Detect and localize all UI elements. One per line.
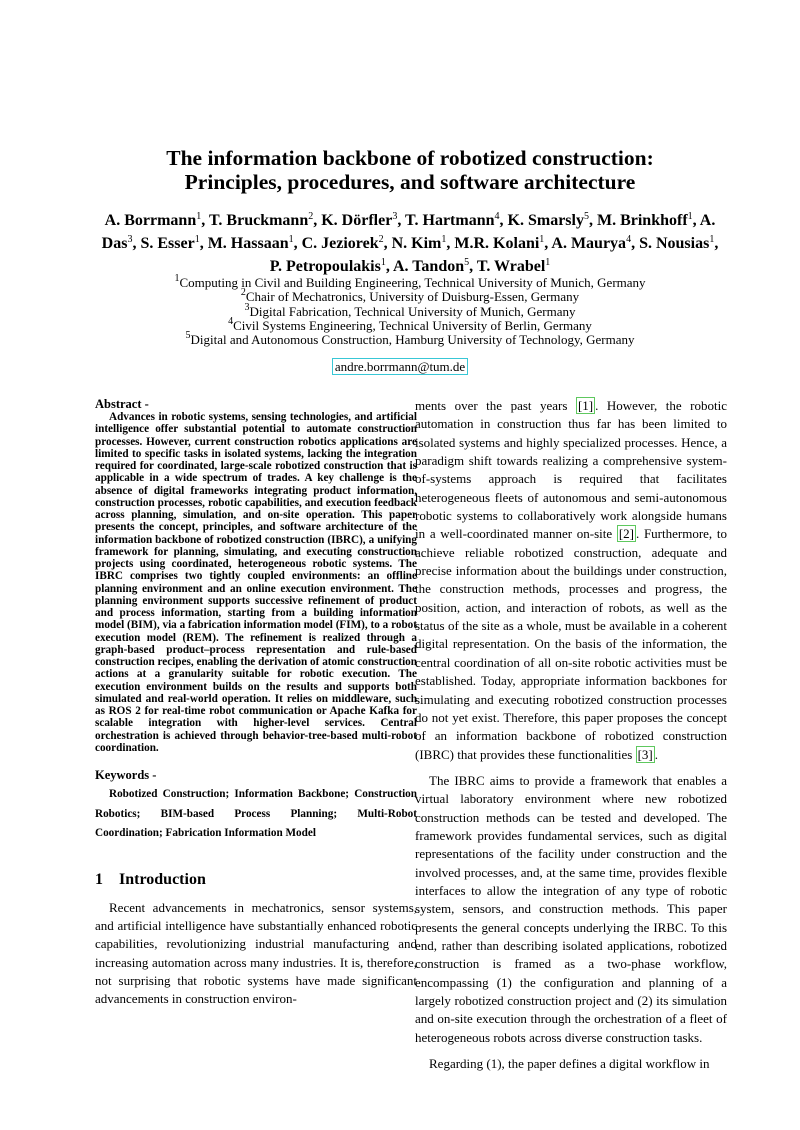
author-affil-mark: 2 bbox=[308, 211, 314, 222]
author-affil-mark: 1 bbox=[545, 257, 551, 268]
section-number: 1 bbox=[95, 870, 103, 888]
paper-title bbox=[60, 146, 760, 194]
author-affil-mark: 1 bbox=[194, 234, 200, 245]
author-affil-mark: 1 bbox=[709, 234, 715, 245]
author-line-1 bbox=[60, 209, 760, 232]
body-paragraph-3: Regarding (1), the paper defines a digital workflow in bbox=[429, 1056, 710, 1072]
affiliation-mark: 5 bbox=[185, 330, 191, 342]
affiliation bbox=[60, 301, 760, 319]
author-name: , K. Smarsly bbox=[499, 212, 584, 229]
paragraph-text: . However, the robotic automation in construction thus far has been limited to isolated systems and highly specialized processes. Hence, a paradigm shift towards realizing a comprehensive system-of-systems approach is required that facilitates heterogeneous fleets of autonomous and semi-autonomous robotic systems to collaboratively work alongside humans in a well-coordinated manner on-site bbox=[415, 398, 727, 542]
email-row bbox=[0, 358, 800, 375]
affiliation-text: Digital Fabrication, Technical University of Munich, Germany bbox=[249, 303, 576, 319]
affiliation bbox=[60, 330, 760, 348]
author-name: , T. Bruckmann bbox=[201, 212, 309, 229]
affiliation bbox=[60, 287, 760, 305]
author-name: , A. Tandon bbox=[385, 258, 465, 275]
author-name: , M. Brinkhoff bbox=[588, 212, 688, 229]
affiliation-text: Computing in Civil and Building Engineering, Technical University of Munich, Germany bbox=[179, 275, 646, 290]
author-affil-mark: 1 bbox=[687, 211, 693, 222]
author-name: P. Petropoulakis bbox=[269, 258, 381, 275]
section-heading bbox=[95, 870, 417, 890]
author-affil-mark: 1 bbox=[196, 211, 202, 222]
author-affil-mark: 3 bbox=[392, 211, 398, 222]
right-column bbox=[415, 397, 727, 1073]
affiliation-text: Digital and Autonomous Construction, Hamburg University of Technology, Germany bbox=[190, 332, 635, 348]
author-affil-mark: 3 bbox=[127, 234, 133, 245]
author-name: , K. Dörfler bbox=[313, 212, 393, 229]
affiliation-mark: 4 bbox=[228, 315, 234, 327]
author-name: , A. bbox=[692, 212, 716, 229]
paragraph-text: ments over the past years bbox=[415, 398, 576, 413]
author-affil-mark: 2 bbox=[378, 234, 384, 245]
keywords-body: Robotized Construction; Information Backbone; Construction Robotics; BIM-based Process Planning; Multi-Robot Coordination; Fabrication Information Model bbox=[95, 788, 417, 839]
author-name: , bbox=[714, 235, 719, 252]
author-affil-mark: 1 bbox=[288, 234, 294, 245]
author-affil-mark: 1 bbox=[539, 234, 545, 245]
title-line-1: The information backbone of robotized construction: bbox=[166, 146, 654, 170]
author-name: A. Borrmann bbox=[104, 212, 197, 229]
citation-link[interactable]: [1] bbox=[577, 398, 594, 413]
affiliation-list bbox=[60, 273, 760, 348]
intro-paragraph: Recent advancements in mechatronics, sensor systems, and artificial intelligence have substantially enhanced robotic capabilities, revolutionizing industrial manufacturing and increasing automation across many industries. It is, therefore, not surprising that robotic systems have made significant advancements in construction environ- bbox=[95, 899, 417, 1007]
author-name: , M. Hassaan bbox=[199, 235, 289, 252]
keywords-heading: Keywords - bbox=[95, 768, 157, 782]
section-title: Introduction bbox=[119, 870, 206, 888]
author-name: Das bbox=[101, 235, 128, 252]
author-affil-mark: 1 bbox=[380, 257, 386, 268]
author-name: , T. Hartmann bbox=[397, 212, 495, 229]
left-column bbox=[95, 397, 417, 1009]
affiliation-text: Civil Systems Engineering, Technical University of Berlin, Germany bbox=[233, 317, 592, 333]
author-name: , S. Esser bbox=[132, 235, 195, 252]
author-name: , S. Nousias bbox=[631, 235, 710, 252]
body-paragraph-1 bbox=[415, 397, 727, 764]
citation-link[interactable]: [3] bbox=[637, 746, 653, 762]
author-name: , A. Maurya bbox=[544, 235, 627, 252]
title-line-2: Principles, procedures, and software architecture bbox=[184, 170, 636, 194]
abstract-heading: Abstract - bbox=[95, 397, 149, 411]
author-affil-mark: 1 bbox=[441, 234, 447, 245]
author-line-2 bbox=[60, 232, 760, 255]
email-link[interactable]: andre.borrmann@tum.de bbox=[332, 358, 468, 375]
author-list bbox=[60, 209, 760, 278]
author-name: , C. Jeziorek bbox=[293, 235, 379, 252]
author-affil-mark: 5 bbox=[583, 211, 589, 222]
citation-link[interactable]: [2] bbox=[618, 526, 634, 542]
paragraph-text: . bbox=[654, 746, 659, 762]
affiliation-mark: 1 bbox=[174, 273, 180, 284]
affiliation-mark: 2 bbox=[240, 287, 246, 299]
body-paragraph-2: The IBRC aims to provide a framework that enables a virtual laboratory environment where new robotized construction methods can be tested and developed. The framework provides fundamental services, such as digital representations of the facility under construction and the involved processes, and, at the same time, provides flexible interfaces to allow the integration of any type of robotic system, sensors, and construction methods. This paper presents the general concepts underlying the IRBC. To this end, rather than describing isolated applications, robotized construction is framed as a two-phase workflow, encompassing (1) the configuration and planning of a largely robotized construction project and (2) its simulation and on-site execution through the orchestration of a fleet of heterogeneous robots across diverse construction tasks. bbox=[415, 772, 727, 1045]
author-affil-mark: 5 bbox=[464, 257, 470, 268]
author-name: , N. Kim bbox=[383, 235, 442, 252]
paragraph-text: . Furthermore, to achieve reliable robotized construction, adequate and precise information about the buildings under construction, the construction methods, processes and progress, the position, action, and interaction of robots, as well as the status of the site as a whole, must be available in a coherent digital representation. On the basis of the information, the central coordination of all on-site robotic activities must be established. Today, appropriate information backbones for simulating and executing robotized construction processes do not yet exist. Therefore, this paper proposes the concept of an information backbone of robotized construction (IBRC) that provides these functionalities bbox=[415, 526, 727, 762]
author-name: , T. Wrabel bbox=[469, 258, 546, 275]
author-affil-mark: 4 bbox=[494, 211, 500, 222]
affiliation-text: Chair of Mechatronics, University of Duisburg-Essen, Germany bbox=[245, 289, 580, 305]
affiliation-mark: 3 bbox=[244, 301, 250, 313]
author-affil-mark: 4 bbox=[626, 234, 632, 245]
abstract-body: Advances in robotic systems, sensing technologies, and artificial intelligence offer substantial potential to automate construction processes. However, current construction robotics applications are limited to specific tasks in isolated systems, lacking the integration required for coordinated, large-scale robotized construction that is applicable in a wide spectrum of trades. A key challenge is the absence of digital frameworks integrating product information, construction processes, robotic capabilities, and execution feedback across planning, simulation, and on-site operation. This paper presents the concept, principles, and software architecture of the information backbone of robotized construction (IBRC), a unifying framework for planning, simulating, and executing construction projects using coordinated, heterogeneous robotic systems. The IBRC comprises two tightly coupled environments: an offline planning environment and an online execution environment. The planning environment supports successive refinement of product and process information, starting from a building information model (BIM), via a fabrication information model (FIM), to a robot execution model (REM). The refinement is realized through a graph-based product–process representation and rule-based construction recipes, enabling the derivation of atomic construction actions at a granularity suitable for robotic execution. The execution environment builds on the results and supports both simulated and real-world operation. It relies on middleware, such as ROS 2 for real-time robot communication or Apache Kafka for scalable integration with higher-level services. Central orchestration is achieved through behavior-tree-based multi-robot coordination. bbox=[95, 411, 417, 754]
author-name: , M.R. Kolani bbox=[446, 235, 540, 252]
